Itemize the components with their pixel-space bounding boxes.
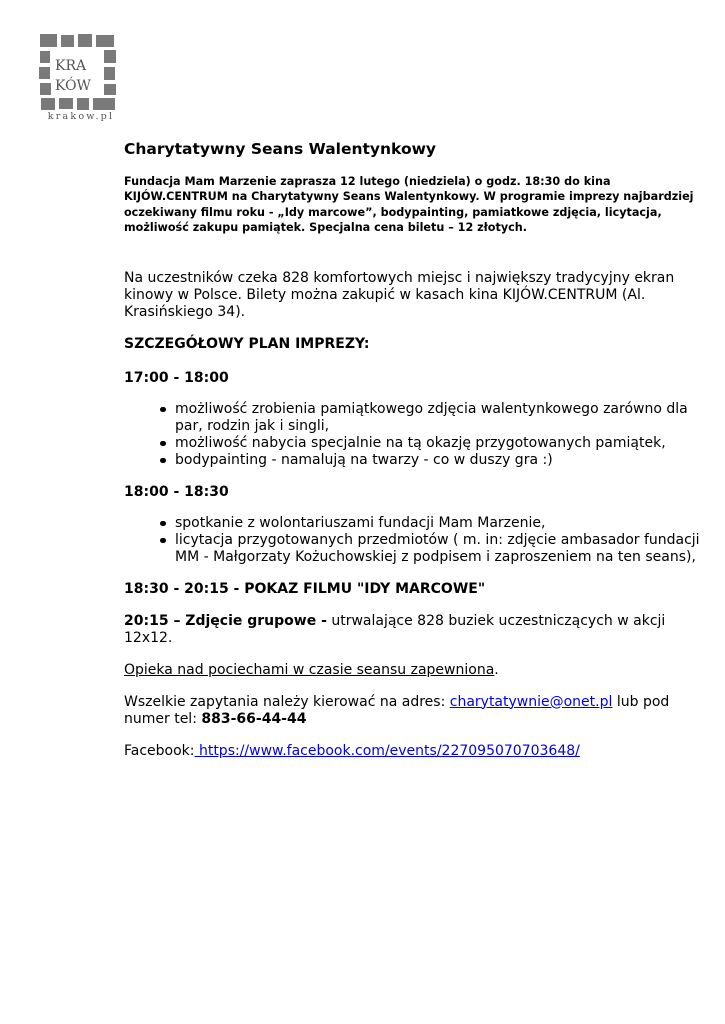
list-item: licytacja przygotowanych przedmiotów ( m. in: zdjęcie ambasador fundacji MM - Małgorzaty Kożuchowskiej z podpisem i zaproszeniem na ten seans), xyxy=(175,532,714,566)
logo-line2: KÓW xyxy=(55,78,91,94)
email-link[interactable]: charytatywnie@onet.pl xyxy=(449,693,613,710)
page-title: Charytatywny Seans Walentynkowy xyxy=(124,140,437,158)
childcare-dot: . xyxy=(494,661,499,678)
article xyxy=(124,136,714,760)
logo-url: krakow.pl xyxy=(47,111,115,122)
slot2-list xyxy=(124,515,714,566)
group-photo-text: utrwalające 828 buziek uczestniczących w akcji 12x12. xyxy=(124,612,666,646)
krakow-logo-mark xyxy=(38,33,124,111)
slot1-list xyxy=(124,401,714,469)
list-item: możliwość nabycia specjalnie na tą okazję przygotowanych pamiątek, xyxy=(175,435,714,452)
slot3-heading: 18:30 - 20:15 - POKAZ FILMU "IDY MARCOWE" xyxy=(124,580,486,597)
krakow-logo xyxy=(38,33,124,125)
group-photo-paragraph xyxy=(124,613,714,647)
lead-paragraph: Fundacja Mam Marzenie zaprasza 12 lutego (niedziela) o godz. 18:30 do kina KIJÓW.CENTRUM na Charytatywny Seans Walentynkowy. W programie imprezy najbardziej oczekiwany filmu roku - „Idy marcowe”, bodypainting, pamiatkowe zdjęcia, licytacja, możliwość zakupu pamiątek. Specjalna cena biletu – 12 złotych. xyxy=(124,175,694,235)
list-item: możliwość zrobienia pamiątkowego zdjęcia walentynkowego zarówno dla par, rodzin jak i singli, xyxy=(175,401,714,435)
contact-middle: lub pod numer tel: xyxy=(124,693,670,727)
group-photo-label: 20:15 – Zdjęcie grupowe - xyxy=(124,612,327,629)
logo-line1: KRA xyxy=(55,58,87,74)
facebook-label: Facebook: xyxy=(124,742,195,759)
facebook-paragraph xyxy=(124,743,714,760)
childcare-paragraph xyxy=(124,662,714,679)
slot1-time: 17:00 - 18:00 xyxy=(124,369,229,386)
contact-paragraph xyxy=(124,694,714,728)
list-item: spotkanie z wolontariuszami fundacji Mam Marzenie, xyxy=(175,515,714,532)
plan-heading: SZCZEGÓŁOWY PLAN IMPREZY: xyxy=(124,335,370,352)
contact-prefix: Wszelkie zapytania należy kierować na adres: xyxy=(124,693,450,710)
list-item: bodypainting - namalują na twarzy - co w duszy gra :) xyxy=(175,452,714,469)
phone-number: 883-66-44-44 xyxy=(201,710,307,727)
slot2-time: 18:00 - 18:30 xyxy=(124,483,229,500)
intro-paragraph: Na uczestników czeka 828 komfortowych miejsc i największy tradycyjny ekran kinowy w Polsce. Bilety można zakupić w kasach kina KIJÓW.CENTRUM (Al. Krasińskiego 34). xyxy=(124,269,675,320)
facebook-link[interactable]: https://www.facebook.com/events/227095070703648/ xyxy=(194,742,580,759)
childcare-text: Opieka nad pociechami w czasie seansu zapewniona xyxy=(124,661,495,678)
